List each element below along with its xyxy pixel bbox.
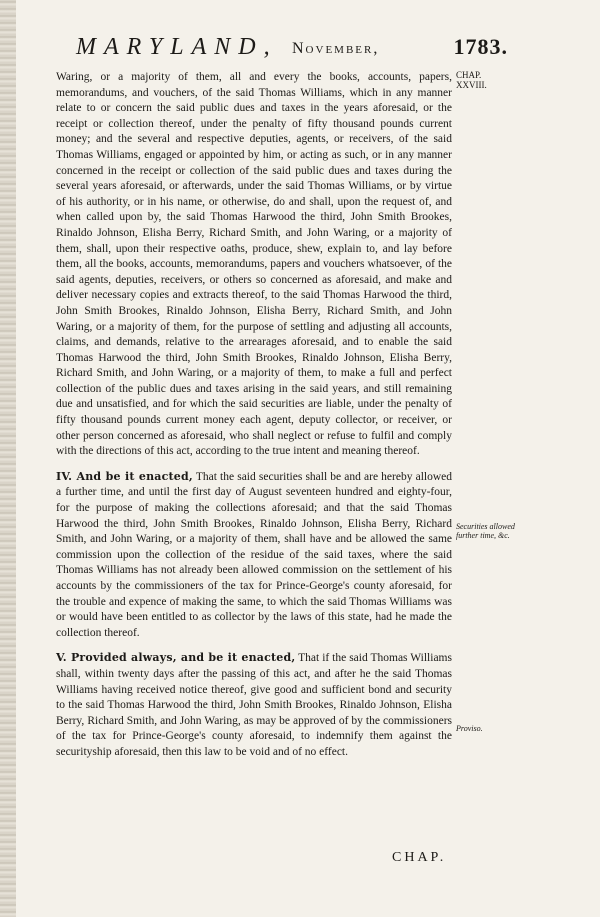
margin-note-securities: Securities allowed further time, &c.: [456, 522, 515, 540]
header-year: 1783.: [453, 34, 508, 59]
catchword: CHAP.: [392, 850, 447, 865]
header-state: MARYLAND,: [76, 34, 278, 60]
margin-chapter-label: [456, 70, 487, 90]
margin-note-proviso: Proviso.: [456, 724, 483, 733]
paragraph-section-v: [56, 650, 452, 760]
section-lead: IV. And be it enacted,: [56, 469, 193, 483]
paragraph-text: That the said securities shall be and are hereby allowed a further time, and until the first day of August seventeen hundred and eighty-four, for the purpose of making the collections aforesaid; and that the said Thomas Harwood the third, John Smith Brookes, Rinaldo Johnson, Elisha Berry, Richard Smith, and John Waring, or a majority of them, shall have and be allowed the same commission upon the collection of the residue of the said taxes, where the said Thomas Williams has not already been allowed commission on the settlement of his accounts by the commissioners of the tax for Prince-George's county aforesaid, for the trouble and expence of making the same, to which the said Thomas Williams was or would have been entitled to as collector by the laws of this state, had he made the collection thereof.: [56, 470, 452, 639]
section-lead: V. Provided always, and be it enacted,: [56, 651, 296, 665]
paragraph-text: Waring, or a majority of them, all and every the books, accounts, papers, memorandums, and vouchers, of the said Thomas Williams, which in any manner relate to or concern the said public dues and taxes in the years aforesaid, or the receipt or collection thereof, under the penalty of fifty thousand pounds current money; and the several and respective deputies, agents, or receivers, of the said Thomas Williams, engaged or appointed by him, or acting as such, or in any manner concerned in the receipt or collection of the said public dues and taxes during the several years aforesaid, or afterwards, under the said Thomas Williams, or by virtue of his authority, or in his name, or otherwise, do and shall, upon the request of, and when called upon by, the said Thomas Harwood the third, John Smith Brookes, Rinaldo Johnson, Elisha Berry, Richard Smith, and John Waring, or a majority of them, shall, upon their respective oaths, produce, shew, explain to, and lay before them, all the books, accounts, memorandums, papers and vouchers whatsoever, of the said agents, deputies, receivers, or others so concerned as aforesaid, and make and deliver necessary copies and extracts thereof, to the said Thomas Harwood the third, John Smith Brookes, Rinaldo Johnson, Elisha Berry, Richard Smith, and John Waring, or a majority of them, for the purpose of settling and adjusting all accounts, claims, and demands, relative to the arrearages aforesaid, and to enable the said Thomas Harwood the third, John Smith Brookes, Rinaldo Johnson, Elisha Berry, Richard Smith, and John Waring, or a majority of them, to make a full and perfect collection of the public dues and taxes arising in the said years, and still remaining due and unsatisfied, and for which the said securities are liable, under the penalty of fifty thousand pounds current money each agent, deputy collector, or receiver, or other person concerned as aforesaid, who shall neglect or refuse to fulfil and comply with the directions of this act, according to the true intent and meaning thereof.: [56, 71, 452, 458]
header-month: November,: [292, 40, 380, 57]
paragraph-continuation: [56, 70, 452, 460]
running-header: [60, 34, 508, 68]
page-body: [56, 70, 452, 761]
book-binding-edge: [0, 0, 16, 917]
paragraph-text: That if the said Thomas Williams shall, within twenty days after the passing of this act, and after he the said Thomas Williams having received notice thereof, give good and sufficient bond and security to the said Thomas Harwood the third, John Smith Brookes, Rinaldo Johnson, Elisha Berry, Richard Smith, and John Waring, as may be approved of by the commissioners of the tax for Prince-George's county aforesaid, to indemnify them against the securityship aforesaid, then this law to be void and of no effect.: [56, 652, 452, 758]
paragraph-section-iv: [56, 469, 452, 642]
margin-chap: CHAP.: [456, 70, 482, 80]
margin-chap-number: XXVIII.: [456, 80, 487, 90]
